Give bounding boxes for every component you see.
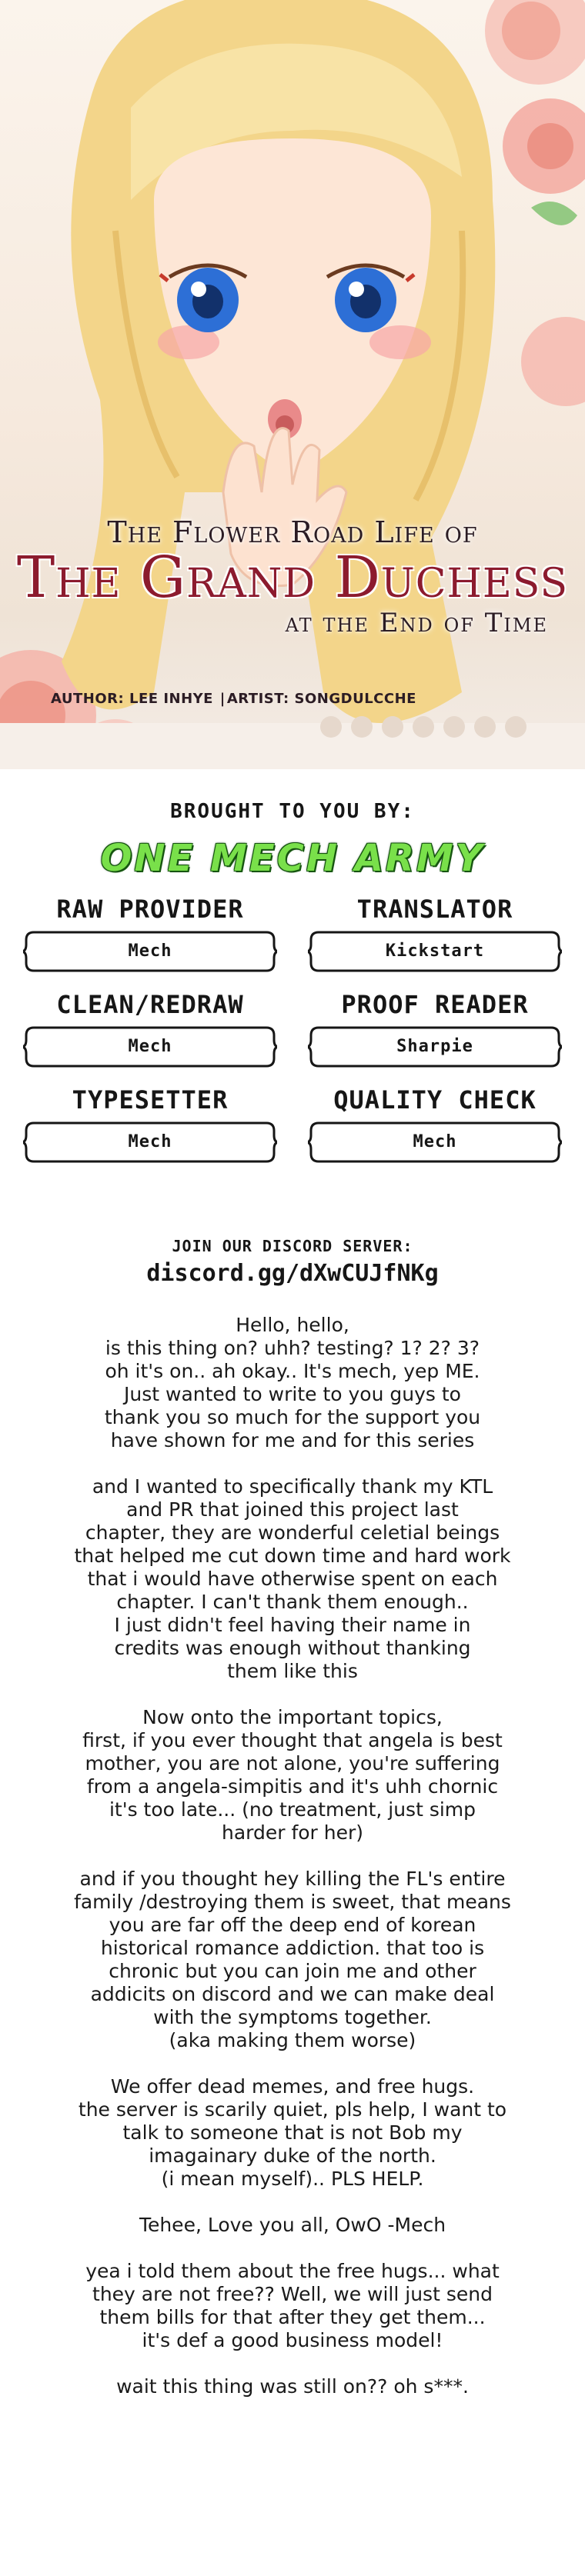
note-line: mother, you are not alone, you're suffering <box>85 1752 500 1775</box>
note-line: imagainary duke of the north. <box>149 2144 436 2167</box>
note-line: it's too late... (no treatment, just simp <box>109 1798 476 1821</box>
role-typesetter <box>23 1083 277 1165</box>
note-line: wait this thing was still on?? oh s***. <box>116 2375 469 2398</box>
role-title: CLEAN/REDRAW <box>56 990 244 1019</box>
note-line: Hello, hello, <box>236 1314 349 1336</box>
role-raw-provider <box>23 892 277 974</box>
note-line: Now onto the important topics, <box>142 1706 443 1728</box>
note-line: harder for her) <box>221 1821 364 1844</box>
note-line: (i mean myself).. PLS HELP. <box>161 2168 424 2190</box>
note-line: thank you so much for the support you <box>104 1406 481 1428</box>
role-name: Mech <box>128 941 172 961</box>
note-line: family /destroying them is sweet, that means <box>74 1891 511 1913</box>
translator-note <box>54 1314 531 2398</box>
role-name-box <box>23 929 277 974</box>
note-line: is this thing on? uhh? testing? 1? 2? 3? <box>105 1337 480 1359</box>
cover-illustration <box>0 0 585 769</box>
note-line: and PR that joined this project last <box>126 1498 459 1521</box>
role-name-box <box>308 1025 562 1069</box>
role-name: Mech <box>413 1132 457 1151</box>
discord-label: JOIN OUR DISCORD SERVER: <box>172 1237 413 1255</box>
title-line-2: The Grand Duchess <box>16 545 569 611</box>
note-paragraph-7 <box>54 2260 531 2352</box>
rose-cluster-top-right <box>485 0 585 406</box>
role-name: Kickstart <box>385 941 485 961</box>
note-line: it's def a good business model! <box>142 2329 443 2351</box>
note-paragraph-2 <box>54 1475 531 1683</box>
role-title: QUALITY CHECK <box>333 1085 537 1115</box>
role-name-box <box>23 1025 277 1069</box>
note-line: historical romance addiction. that too is <box>100 1937 485 1959</box>
role-name-box <box>308 1120 562 1165</box>
note-line: first, if you ever thought that angela is best <box>82 1729 503 1751</box>
author-artist-line: AUTHOR: LEE INHYE | ARTIST: SONGDULCCHE <box>51 691 416 707</box>
artist-name: SONGDULCCHE <box>294 691 416 707</box>
note-line: (aka making them worse) <box>169 2029 416 2051</box>
note-line: chronic but you can join me and other <box>109 1960 476 1982</box>
note-line: that helped me cut down time and hard work <box>74 1545 511 1567</box>
note-line: and if you thought hey killing the FL's entire <box>79 1868 506 1890</box>
note-line: that i would have otherwise spent on each <box>87 1568 498 1590</box>
cover-art <box>0 0 585 769</box>
note-line: them like this <box>227 1660 358 1682</box>
discord-invite-link[interactable]: discord.gg/dXwCUJfNKg <box>146 1260 439 1287</box>
note-paragraph-5 <box>54 2075 531 2191</box>
note-line: and I wanted to specifically thank my KTL <box>92 1475 493 1498</box>
note-paragraph-3 <box>54 1706 531 1845</box>
role-proof-reader <box>308 988 562 1069</box>
title-line-3: at the End of Time <box>285 608 548 638</box>
author-name: LEE INHYE <box>129 691 213 707</box>
note-paragraph-8 <box>54 2375 531 2398</box>
brought-to-you-heading: BROUGHT TO YOU BY: <box>170 800 415 823</box>
note-line: addicits on discord and we can make deal <box>90 1983 495 2005</box>
lace-trim <box>0 716 585 769</box>
role-title: TYPESETTER <box>72 1085 229 1115</box>
note-line: have shown for me and for this series <box>110 1429 475 1451</box>
note-line: Just wanted to write to you guys to <box>124 1383 461 1405</box>
scanlation-group-logo: ONE MECH ARMY <box>100 837 485 880</box>
role-title: PROOF READER <box>341 990 529 1019</box>
note-line: talk to someone that is not Bob my <box>122 2121 463 2144</box>
note-paragraph-6 <box>54 2214 531 2237</box>
note-line: from a angela-simpitis and it's uhh chornic <box>86 1775 499 1798</box>
note-line: the server is scarily quiet, pls help, I want to <box>78 2098 507 2121</box>
author-label: AUTHOR: <box>51 691 125 707</box>
note-line: oh it's on.. ah okay.. It's mech, yep ME. <box>105 1360 480 1382</box>
note-paragraph-4 <box>54 1868 531 2052</box>
note-paragraph-1 <box>54 1314 531 1452</box>
note-line: with the symptoms together. <box>153 2006 432 2028</box>
note-line: them bills for that after they get them... <box>99 2306 486 2328</box>
role-title: TRANSLATOR <box>356 895 513 924</box>
note-line: you are far off the deep end of korean <box>109 1914 476 1936</box>
role-quality-check <box>308 1083 562 1165</box>
role-title: RAW PROVIDER <box>56 895 244 924</box>
role-name: Mech <box>128 1132 172 1151</box>
role-name: Sharpie <box>396 1037 473 1056</box>
role-name-box <box>308 929 562 974</box>
note-line: Tehee, Love you all, OwO -Mech <box>139 2214 446 2236</box>
note-line: yea i told them about the free hugs... what <box>85 2260 500 2282</box>
note-line: I just didn't feel having their name in <box>114 1614 471 1636</box>
role-name: Mech <box>128 1037 172 1056</box>
artist-label: ARTIST: <box>226 691 289 707</box>
role-translator <box>308 892 562 974</box>
role-clean-redraw <box>23 988 277 1069</box>
title-line-1: The Flower Road Life of <box>107 515 478 549</box>
series-title <box>0 515 585 638</box>
note-line: chapter. I can't thank them enough.. <box>116 1591 469 1613</box>
role-name-box <box>23 1120 277 1165</box>
note-line: credits was enough without thanking <box>114 1637 471 1659</box>
note-line: chapter, they are wonderful celetial beings <box>85 1521 500 1544</box>
note-line: We offer dead memes, and free hugs. <box>110 2075 475 2098</box>
note-line: they are not free?? Well, we will just send <box>92 2283 493 2305</box>
